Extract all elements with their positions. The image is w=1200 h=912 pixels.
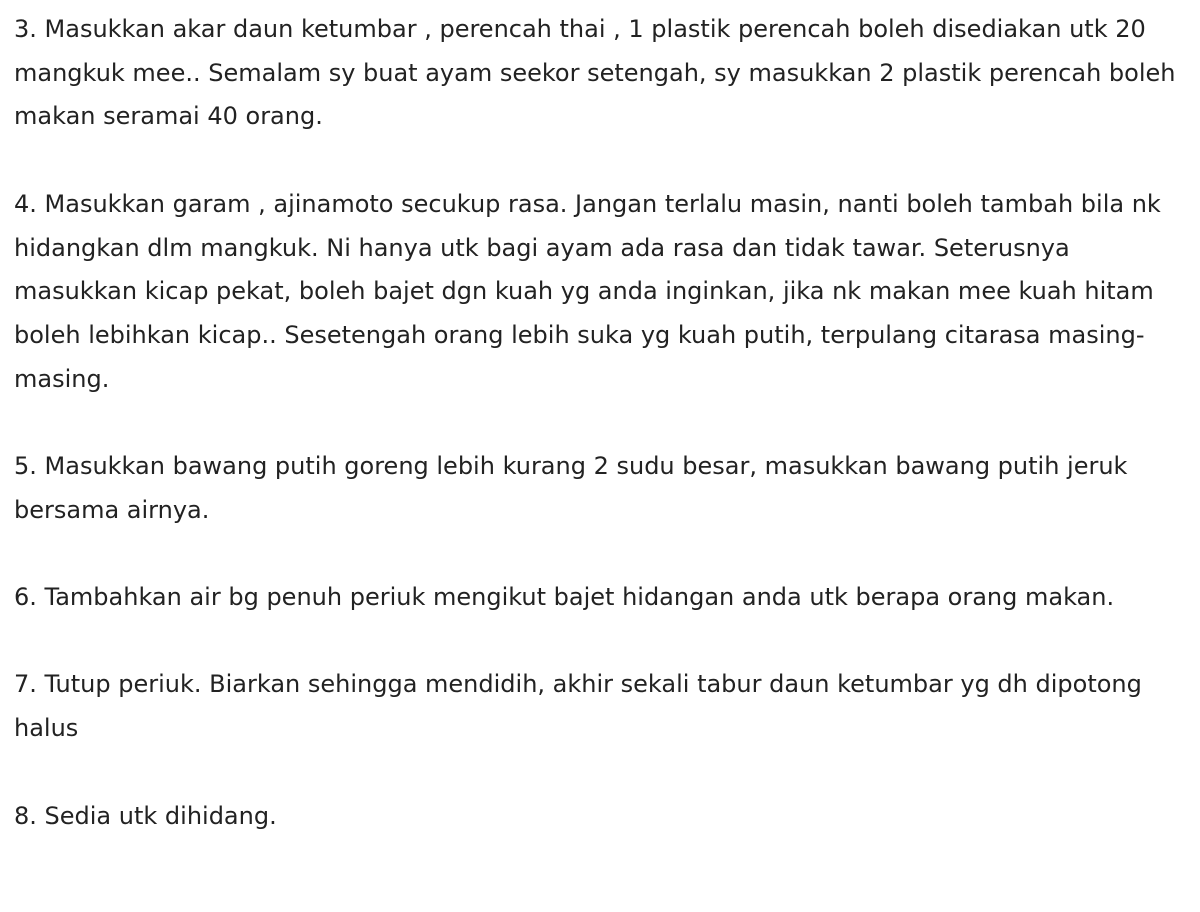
recipe-steps xyxy=(14,8,1186,838)
step-4-paragraph: 4. Masukkan garam , ajinamoto secukup rasa. Jangan terlalu masin, nanti boleh tambah bila nk hidangkan dlm mangkuk. Ni hanya utk bagi ayam ada rasa dan tidak tawar. Seterusnya masukkan kicap pekat, boleh bajet dgn kuah yg anda inginkan, jika nk makan mee kuah hitam boleh lebihkan kicap.. Sesetengah orang lebih suka yg kuah putih, terpulang citarasa masing-masing. xyxy=(14,189,1161,393)
step-3-paragraph: 3. Masukkan akar daun ketumbar , perencah thai , 1 plastik perencah boleh disediakan utk 20 mangkuk mee.. Semalam sy buat ayam seekor setengah, sy masukkan 2 plastik perencah boleh makan seramai 40 orang. xyxy=(14,15,1176,131)
step-6-paragraph: 6. Tambahkan air bg penuh periuk mengikut bajet hidangan anda utk berapa orang makan. xyxy=(14,583,1115,612)
step-7-paragraph: 7. Tutup periuk. Biarkan sehingga mendidih, akhir sekali tabur daun ketumbar yg dh dipotong halus xyxy=(14,670,1142,743)
step-8-paragraph: 8. Sedia utk dihidang. xyxy=(14,801,277,830)
step-5-paragraph: 5. Masukkan bawang putih goreng lebih kurang 2 sudu besar, masukkan bawang putih jeruk bersama airnya. xyxy=(14,452,1128,524)
